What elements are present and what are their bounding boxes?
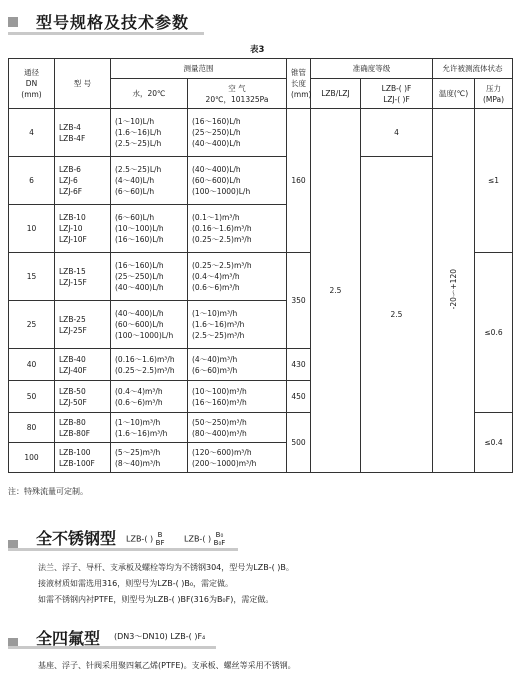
cell-model: LZB-25 LZJ-25F bbox=[55, 301, 111, 349]
cell-dn: 10 bbox=[9, 205, 55, 253]
cell-pressure: ≤0.4 bbox=[475, 413, 513, 473]
header-water: 水，20℃ bbox=[111, 79, 188, 109]
cell-air: (4～40)m³/h (6～60)m³/h bbox=[188, 349, 287, 381]
cell-dn: 6 bbox=[9, 157, 55, 205]
table-row bbox=[9, 109, 513, 157]
cell-temp bbox=[433, 109, 475, 473]
cell-air: (0.1～1)m³/h (0.16～1.6)m³/h (0.25～2.5)m³/h bbox=[188, 205, 287, 253]
stainless-line-2: 接液材质如需选用316，则型号为LZB-( )B₀，需定做。 bbox=[38, 579, 234, 588]
header-fluid: 允许被测流体状态 bbox=[433, 59, 513, 79]
stainless-line-3: 如需不锈钢内衬PTFE，则型号为LZB-( )BF(316为B₀F)，需定做。 bbox=[38, 595, 274, 604]
model-2-sup: B₀ bbox=[215, 531, 224, 539]
cell-model: LZB-10 LZJ-10 LZJ-10F bbox=[55, 205, 111, 253]
cell-water: (40～400)L/h (60～600)L/h (100～1000)L/h bbox=[111, 301, 188, 349]
header-underline bbox=[8, 32, 204, 35]
cell-pressure: ≤1 bbox=[475, 109, 513, 253]
header-square-marker bbox=[8, 17, 18, 27]
header-taper: 锥管 长度 (mm) bbox=[287, 59, 311, 109]
cell-pressure: ≤0.6 bbox=[475, 253, 513, 413]
ptfe-line: 基座、浮子、针阀采用聚四氟乙烯(PTFE)。支承板、螺丝等采用不锈钢。 bbox=[38, 661, 296, 670]
cell-taper: 450 bbox=[287, 381, 311, 413]
cell-water: (16～160)L/h (25～250)L/h (40～400)L/h bbox=[111, 253, 188, 301]
model-1-sub: BF bbox=[155, 539, 165, 547]
cell-model: LZB-4 LZB-4F bbox=[55, 109, 111, 157]
cell-water: (1～10)m³/h (1.6～16)m³/h bbox=[111, 413, 188, 443]
cell-dn: 100 bbox=[9, 443, 55, 473]
cell-air: (120～600)m³/h (200～1000)m³/h bbox=[188, 443, 287, 473]
stainless-title: 全不锈钢型 bbox=[36, 529, 117, 548]
stainless-line-1: 法兰、浮子、导杆、支承板及螺栓等均为不锈钢304，型号为LZB-( )B。 bbox=[38, 563, 294, 572]
cell-acc-f: 4 bbox=[361, 109, 433, 157]
cell-model: LZB-100 LZB-100F bbox=[55, 443, 111, 473]
stainless-model-2 bbox=[184, 531, 225, 547]
cell-taper: 160 bbox=[287, 109, 311, 253]
cell-water: (6～60)L/h (10～100)L/h (16～160)L/h bbox=[111, 205, 188, 253]
cell-acc-f: 2.5 bbox=[361, 157, 433, 473]
header-acc-lzb: LZB/LZJ bbox=[311, 79, 361, 109]
header-range: 测量范围 bbox=[111, 59, 287, 79]
cell-dn: 15 bbox=[9, 253, 55, 301]
model-2-base: LZB-( ) bbox=[184, 534, 212, 544]
cell-water: (1～10)L/h (1.6～16)L/h (2.5～25)L/h bbox=[111, 109, 188, 157]
cell-water: (0.4～4)m³/h (0.6～6)m³/h bbox=[111, 381, 188, 413]
header-dn: 通径 DN (mm) bbox=[9, 59, 55, 109]
cell-water: (5～25)m³/h (8～40)m³/h bbox=[111, 443, 188, 473]
ptfe-section-header bbox=[8, 626, 216, 652]
model-1-suffix bbox=[156, 531, 165, 547]
spec-table bbox=[8, 58, 513, 473]
header-accuracy: 准确度等级 bbox=[311, 59, 433, 79]
cell-air: (50～250)m³/h (80～400)m³/h bbox=[188, 413, 287, 443]
cell-water: (2.5～25)L/h (4～40)L/h (6～60)L/h bbox=[111, 157, 188, 205]
header-pressure: 压力 (MPa) bbox=[475, 79, 513, 109]
cell-dn: 4 bbox=[9, 109, 55, 157]
model-1-base: LZB-( ) bbox=[126, 534, 154, 544]
model-2-suffix bbox=[214, 531, 226, 547]
cell-dn: 50 bbox=[9, 381, 55, 413]
cell-air: (16～160)L/h (25～250)L/h (40～400)L/h bbox=[188, 109, 287, 157]
header-air: 空 气 20℃，101325Pa bbox=[188, 79, 287, 109]
model-1-sup: B bbox=[157, 531, 163, 539]
cell-model: LZB-40 LZJ-40F bbox=[55, 349, 111, 381]
header-model: 型 号 bbox=[55, 59, 111, 109]
cell-dn: 80 bbox=[9, 413, 55, 443]
cell-air: (10～100)m³/h (16～160)m³/h bbox=[188, 381, 287, 413]
cell-model: LZB-50 LZJ-50F bbox=[55, 381, 111, 413]
ptfe-title: 全四氟型 bbox=[36, 629, 101, 648]
cell-air: (1～10)m³/h (1.6～16)m³/h (2.5～25)m³/h bbox=[188, 301, 287, 349]
cell-water: (0.16～1.6)m³/h (0.25～2.5)m³/h bbox=[111, 349, 188, 381]
header-temp: 温度(℃) bbox=[433, 79, 475, 109]
stainless-model-1 bbox=[126, 531, 165, 547]
cell-dn: 25 bbox=[9, 301, 55, 349]
cell-taper: 500 bbox=[287, 413, 311, 473]
cell-model: LZB-80 LZB-80F bbox=[55, 413, 111, 443]
cell-air: (40～400)L/h (60～600)L/h (100～1000)L/h bbox=[188, 157, 287, 205]
header-acc-f: LZB-( )F LZJ-( )F bbox=[361, 79, 433, 109]
cell-taper: 430 bbox=[287, 349, 311, 381]
ptfe-model: (DN3～DN10) LZB-( )F₄ bbox=[114, 632, 206, 641]
table-caption: 表3 bbox=[250, 45, 265, 55]
cell-taper: 350 bbox=[287, 253, 311, 349]
cell-dn: 40 bbox=[9, 349, 55, 381]
cell-model: LZB-15 LZJ-15F bbox=[55, 253, 111, 301]
cell-model: LZB-6 LZJ-6 LZJ-6F bbox=[55, 157, 111, 205]
model-2-sub: B₀F bbox=[213, 539, 226, 547]
section-header bbox=[8, 8, 204, 34]
cell-air: (0.25～2.5)m³/h (0.4～4)m³/h (0.6～6)m³/h bbox=[188, 253, 287, 301]
page-title: 型号规格及技术参数 bbox=[36, 13, 190, 32]
stainless-section-header bbox=[8, 526, 238, 552]
temp-value: -20～+120 bbox=[449, 268, 458, 310]
table-note: 注：特殊流量可定制。 bbox=[8, 487, 88, 496]
cell-acc-lzb: 2.5 bbox=[311, 109, 361, 473]
